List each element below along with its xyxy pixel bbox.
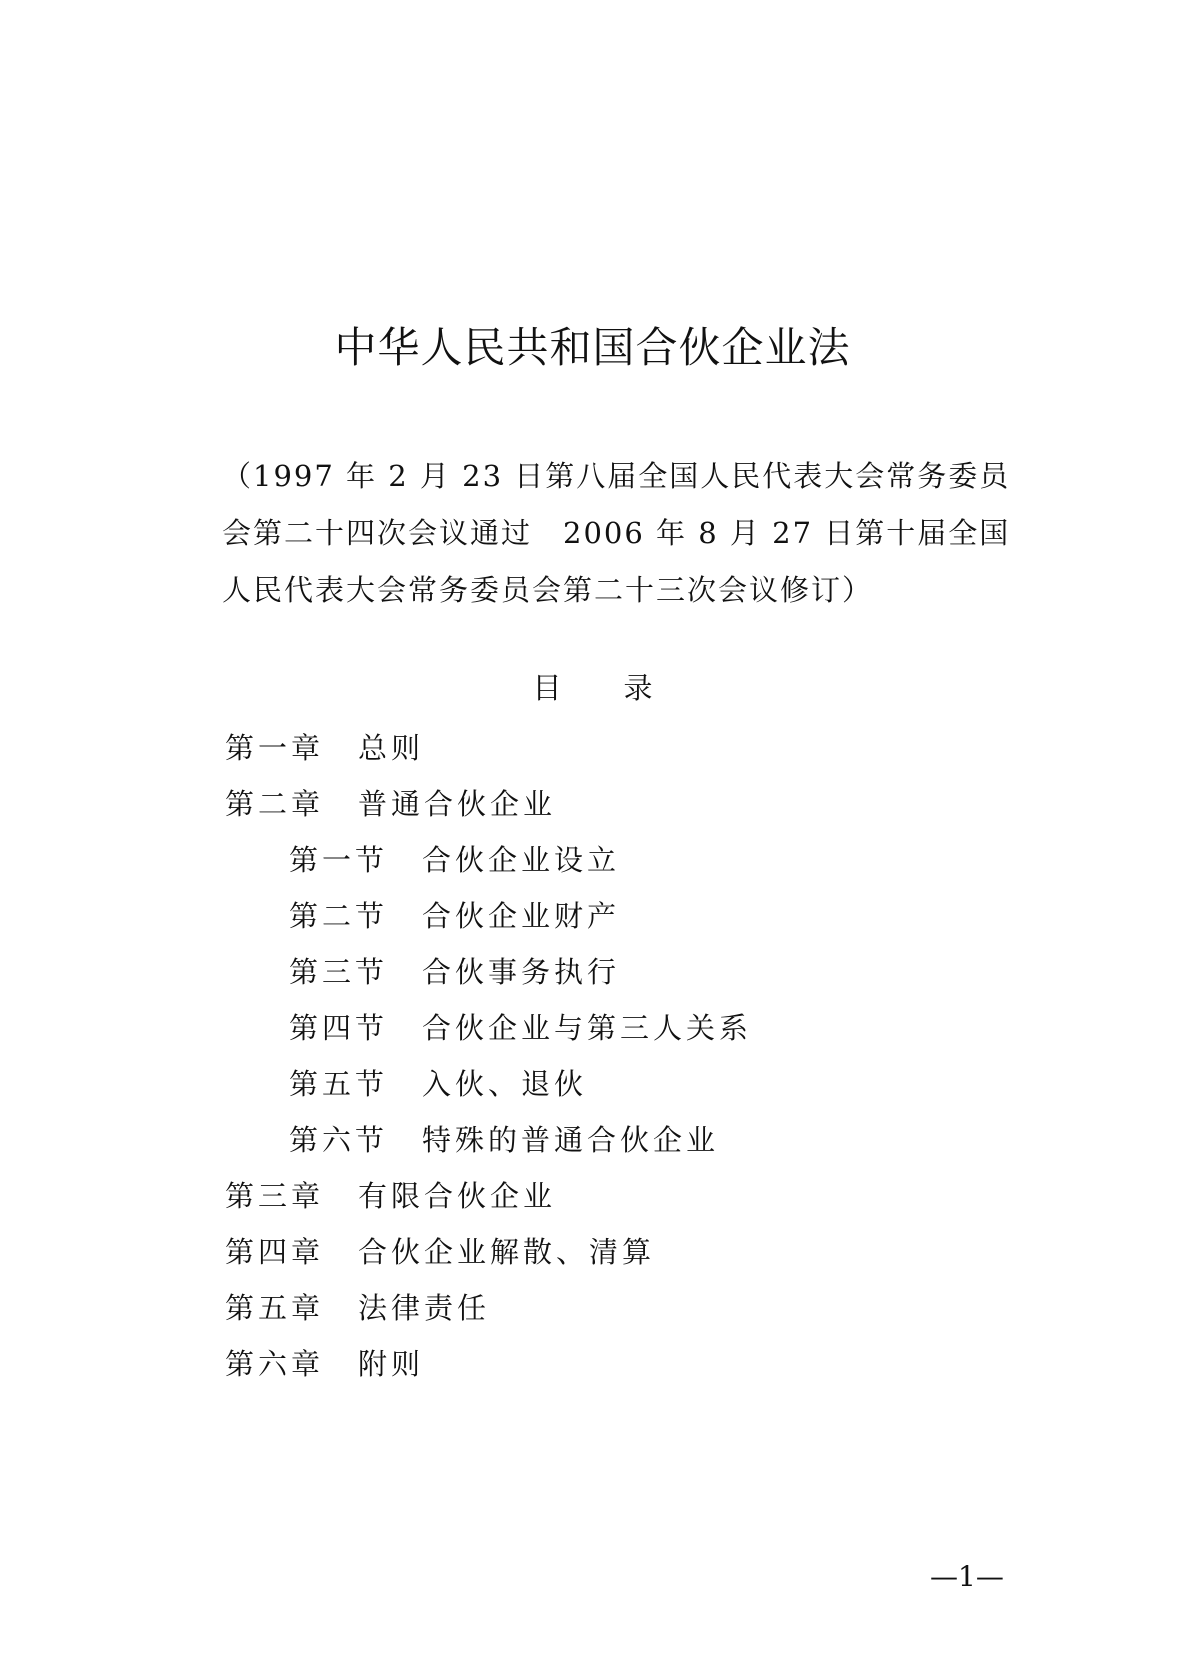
toc-item-number: 第五章 bbox=[225, 1291, 325, 1325]
toc-item-chapter-5 bbox=[225, 1288, 752, 1344]
toc-item-title: 合伙企业设立 bbox=[422, 843, 621, 877]
toc-item-title: 合伙企业与第三人关系 bbox=[422, 1011, 753, 1045]
toc-item-number: 第三章 bbox=[225, 1179, 325, 1213]
toc-item-number: 第四节 bbox=[289, 1011, 389, 1045]
toc-item-title: 合伙企业解散、清算 bbox=[358, 1235, 656, 1269]
adoption-note-line: 人民代表大会常务委员会第二十三次会议修订） bbox=[222, 573, 874, 607]
page-title: 中华人民共和国合伙企业法 bbox=[334, 323, 851, 372]
toc-item-title: 有限合伙企业 bbox=[358, 1179, 557, 1213]
toc-item-number: 第四章 bbox=[225, 1235, 325, 1269]
toc-item-chapter-1 bbox=[225, 728, 752, 784]
toc-heading-char: 目 bbox=[532, 671, 562, 705]
toc-item-chapter-4 bbox=[225, 1232, 752, 1288]
toc-item-number: 第六节 bbox=[289, 1123, 389, 1157]
toc-item-section-6 bbox=[225, 1120, 752, 1176]
toc-item-number: 第五节 bbox=[289, 1067, 389, 1101]
toc-item-title: 入伙、退伙 bbox=[422, 1067, 588, 1101]
toc-item-title: 法律责任 bbox=[358, 1291, 491, 1325]
toc-item-title: 合伙企业财产 bbox=[422, 899, 621, 933]
adoption-note bbox=[222, 448, 1011, 619]
toc-item-section-1 bbox=[225, 840, 752, 896]
toc-item-number: 第六章 bbox=[225, 1347, 325, 1381]
toc-item-title: 总则 bbox=[358, 731, 425, 765]
page-number: —1— bbox=[930, 1560, 1004, 1593]
toc-item-section-4 bbox=[225, 1008, 752, 1064]
toc-heading bbox=[0, 670, 1185, 706]
toc-item-title: 附则 bbox=[358, 1347, 425, 1381]
adoption-note-line: （1997 年 2 月 23 日第八届全国人民代表大会常务委员 bbox=[222, 459, 1011, 493]
toc-item-chapter-3 bbox=[225, 1176, 752, 1232]
toc-item-number: 第二章 bbox=[225, 787, 325, 821]
toc-item-title: 特殊的普通合伙企业 bbox=[422, 1123, 720, 1157]
table-of-contents bbox=[225, 728, 752, 1400]
toc-item-section-5 bbox=[225, 1064, 752, 1120]
toc-heading-char: 录 bbox=[623, 671, 653, 705]
toc-item-section-3 bbox=[225, 952, 752, 1008]
toc-item-number: 第三节 bbox=[289, 955, 389, 989]
toc-item-number: 第一章 bbox=[225, 731, 325, 765]
toc-item-title: 合伙事务执行 bbox=[422, 955, 621, 989]
toc-item-chapter-2 bbox=[225, 784, 752, 840]
toc-item-section-2 bbox=[225, 896, 752, 952]
toc-item-number: 第一节 bbox=[289, 843, 389, 877]
toc-item-number: 第二节 bbox=[289, 899, 389, 933]
toc-item-title: 普通合伙企业 bbox=[358, 787, 557, 821]
adoption-note-line: 会第二十四次会议通过 2006 年 8 月 27 日第十届全国 bbox=[222, 516, 1011, 550]
toc-item-chapter-6 bbox=[225, 1344, 752, 1400]
